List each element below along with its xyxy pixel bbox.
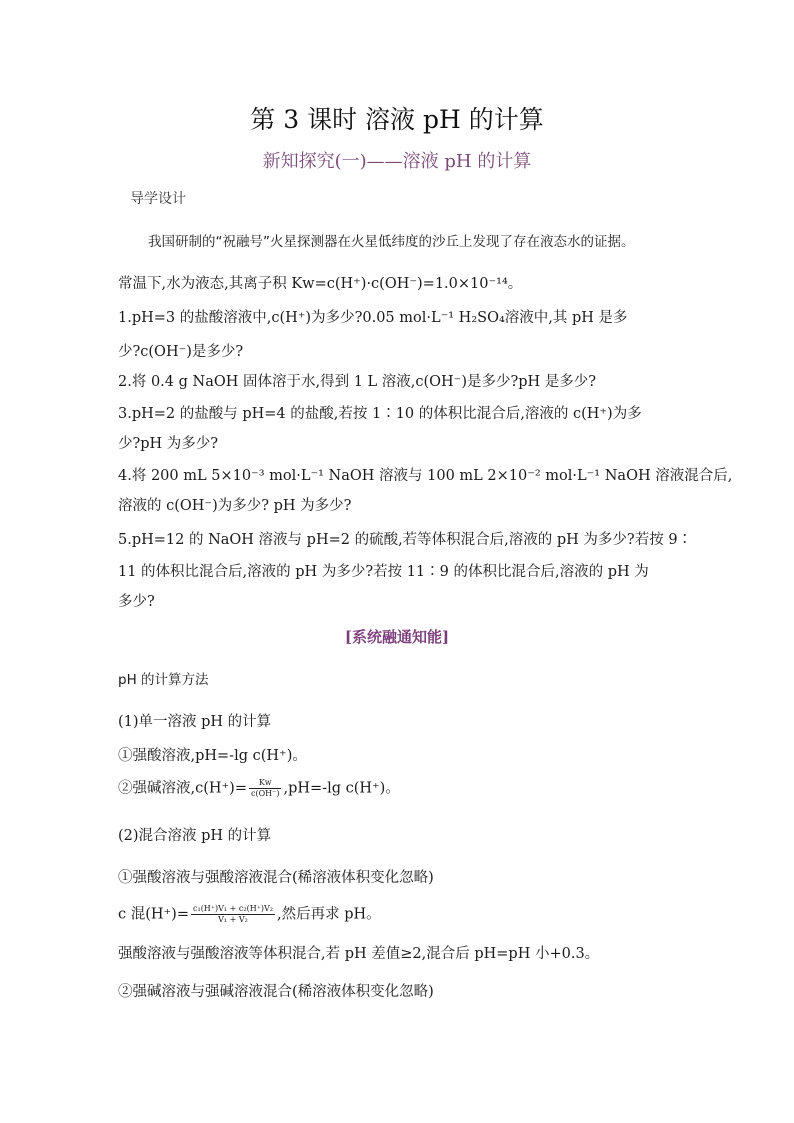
fraction-denominator: c(OH⁻)	[251, 789, 280, 798]
intro-text: 我国研制的“祝融号”火星探测器在火星低纬度的沙丘上发现了存在液态水的证据。	[148, 234, 635, 250]
strong-acid-formula: ①强酸溶液,pH=-lg c(H⁺)。	[118, 748, 307, 764]
strong-base-suffix: ,pH=-lg c(H⁺)。	[283, 780, 400, 797]
question-line: 3.pH=2 的盐酸与 pH=4 的盐酸,若按 1∶10 的体积比混合后,溶液的 c(H⁺)为多	[118, 406, 642, 422]
kw-line: 常温下,水为液态,其离子积 Kw=c(H⁺)·c(OH⁻)=1.0×10⁻¹⁴。	[118, 276, 523, 292]
guide-label: 导学设计	[130, 191, 186, 207]
acid-mix-title: ①强酸溶液与强酸溶液混合(稀溶液体积变化忽略)	[118, 870, 434, 886]
question-line: 溶液的 c(OH⁻)为多少? pH 为多少?	[118, 498, 352, 514]
question-line: 1.pH=3 的盐酸溶液中,c(H⁺)为多少?0.05 mol·L⁻¹ H₂SO₄溶液中,其 pH 是多	[118, 310, 628, 326]
section-title: [系统融通知能]	[344, 628, 450, 646]
fraction-numerator: c₁(H⁺)V₁ + c₂(H⁺)V₂	[193, 904, 274, 913]
question-line: 11 的体积比混合后,溶液的 pH 为多少?若按 11∶9 的体积比混合后,溶液的 pH 为	[118, 564, 649, 580]
method-title: pH 的计算方法	[118, 672, 209, 688]
acid-equal-volume-rule: 强酸溶液与强酸溶液等体积混合,若 pH 差值≥2,混合后 pH=pH 小+0.3。	[118, 946, 600, 962]
question-line: 少?pH 为多少?	[118, 436, 219, 452]
mixed-title: (2)混合溶液 pH 的计算	[118, 828, 272, 844]
question-line: 多少?	[118, 594, 155, 610]
acid-formula-prefix: c 混(H⁺)=	[118, 906, 189, 923]
question-line: 4.将 200 mL 5×10⁻³ mol·L⁻¹ NaOH 溶液与 100 mL 2×10⁻² mol·L⁻¹ NaOH 溶液混合后,	[118, 468, 733, 484]
base-mix-title: ②强碱溶液与强碱溶液混合(稀溶液体积变化忽略)	[118, 984, 434, 1000]
kw-fraction	[249, 778, 281, 799]
single-title: (1)单一溶液 pH 的计算	[118, 714, 272, 730]
question-line: 少?c(OH⁻)是多少?	[118, 344, 244, 360]
acid-mix-formula	[118, 904, 381, 925]
strong-base-prefix: ②强碱溶液,c(H⁺)=	[118, 780, 247, 797]
question-line: 2.将 0.4 g NaOH 固体溶于水,得到 1 L 溶液,c(OH⁻)是多少?pH 是多少?	[118, 374, 597, 390]
strong-base-formula	[118, 778, 400, 799]
acid-formula-suffix: ,然后再求 pH。	[277, 906, 381, 923]
acid-fraction	[191, 904, 275, 925]
page-title: 第 3 课时 溶液 pH 的计算	[250, 105, 544, 134]
fraction-denominator: V₁ + V₂	[218, 915, 248, 924]
fraction-numerator: Kw	[249, 778, 281, 789]
question-line: 5.pH=12 的 NaOH 溶液与 pH=2 的硫酸,若等体积混合后,溶液的 pH 为多少?若按 9∶	[118, 532, 693, 548]
page-subtitle: 新知探究(一)——溶液 pH 的计算	[262, 151, 532, 172]
